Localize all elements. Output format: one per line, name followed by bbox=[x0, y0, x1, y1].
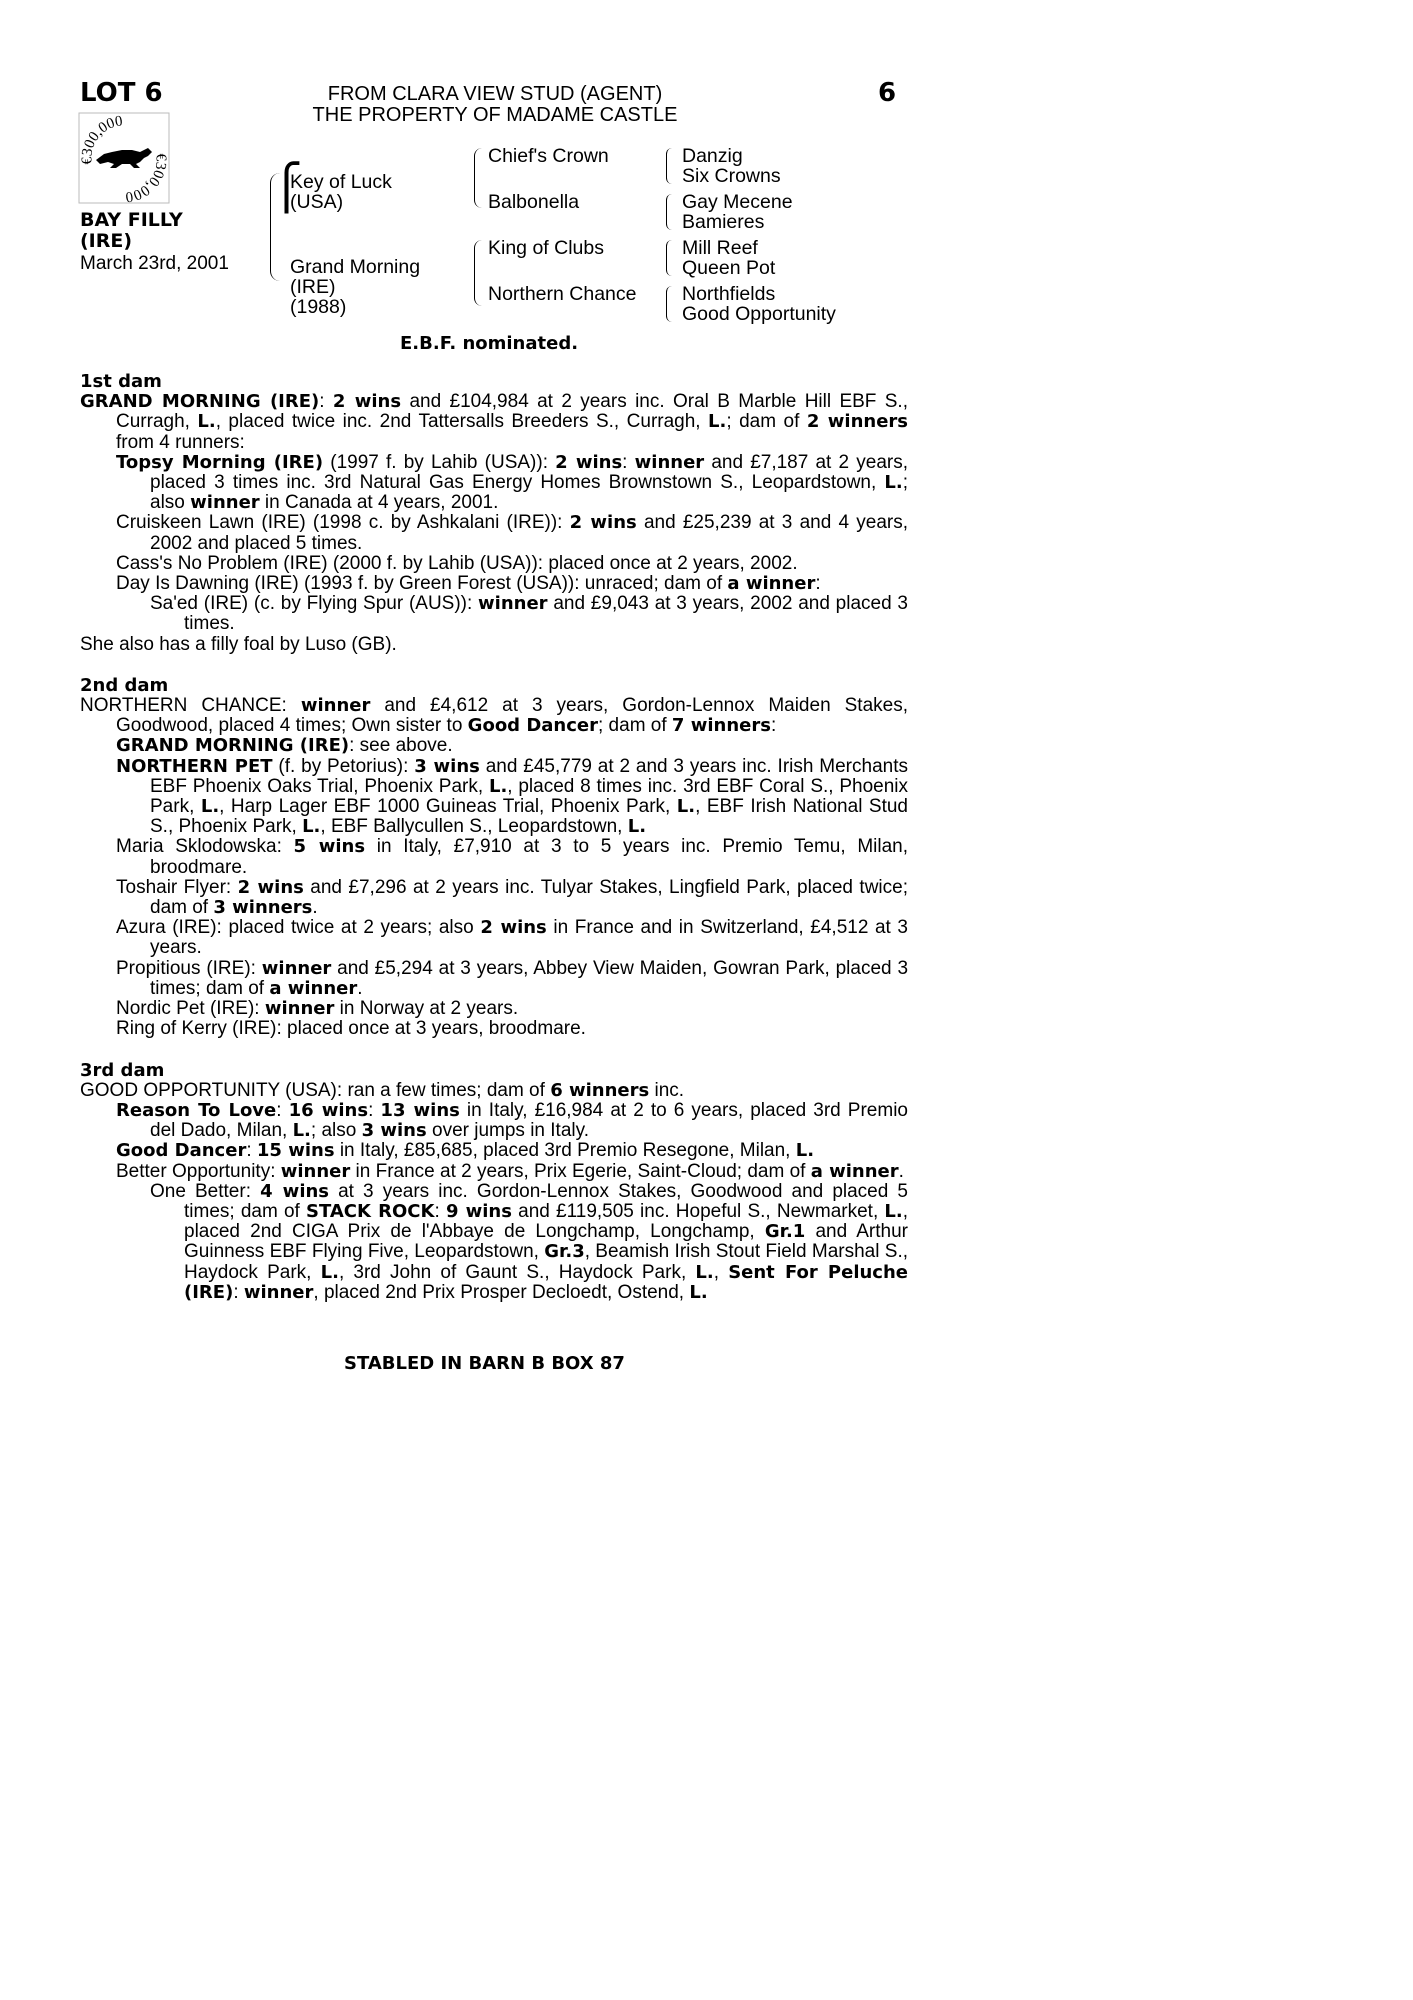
dam-line: Grand Morning bbox=[290, 256, 421, 278]
offspring-entry bbox=[80, 837, 908, 877]
first-dam-offspring bbox=[80, 453, 908, 635]
bold-text: L. bbox=[708, 411, 727, 433]
ebf-note: E.B.F. nominated. bbox=[400, 333, 579, 354]
origin-line: (IRE) bbox=[80, 230, 133, 252]
text-run: . bbox=[898, 1160, 904, 1182]
dam-origin: (IRE) bbox=[290, 276, 336, 298]
badge-top-text: €300,000 bbox=[79, 113, 124, 165]
text-run: : bbox=[276, 1099, 289, 1121]
text-run: . bbox=[357, 977, 363, 999]
bold-text: 7 winners bbox=[671, 715, 771, 737]
bold-text: L. bbox=[488, 775, 508, 797]
text-run: , placed 2nd Prix Prosper Decloedt, Ostend, bbox=[313, 1281, 690, 1303]
offspring-entry bbox=[80, 1101, 908, 1141]
bold-text: Topsy Morning (IRE) bbox=[116, 451, 324, 473]
text-run: , EBF Irish National Stud S., Phoenix Park, bbox=[150, 796, 908, 838]
bold-text: winner bbox=[190, 492, 260, 514]
offspring-entry bbox=[80, 1162, 908, 1182]
first-dam-footnote: She also has a filly foal by Luso (GB). bbox=[80, 633, 397, 655]
text-run: and £7,187 at 2 years, placed 3 times inc. 3rd Natural Gas Energy Homes Brownstown S., Leopardstown, bbox=[150, 451, 908, 494]
badge-bottom-text: €300,000 bbox=[124, 153, 169, 204]
bold-text: winner bbox=[478, 593, 548, 615]
dam-name bbox=[290, 257, 420, 317]
bold-text: 2 wins bbox=[480, 917, 547, 939]
second-dam-entry bbox=[80, 696, 908, 736]
text-run: in Canada at 4 years, 2001. bbox=[259, 492, 499, 514]
bold-text: NORTHERN PET bbox=[116, 755, 273, 777]
offspring-entry bbox=[80, 959, 908, 999]
gg-sire-sire-dam: Six Crowns bbox=[682, 165, 781, 187]
offspring-entry bbox=[80, 574, 908, 594]
bold-text: 2 wins bbox=[237, 876, 304, 898]
offspring-entry bbox=[80, 736, 908, 756]
text-run: Nordic Pet (IRE): bbox=[116, 998, 265, 1020]
text-run: and £7,296 at 2 years inc. Tulyar Stakes, Lingfield Park, placed twice; dam of bbox=[150, 876, 908, 919]
text-run: over jumps in Italy. bbox=[426, 1120, 589, 1142]
offspring-entry bbox=[80, 1141, 908, 1161]
text-run: and £25,239 at 3 and 4 years, 2002 and placed 5 times. bbox=[150, 512, 908, 554]
bold-text: 3 winners bbox=[213, 897, 313, 919]
text-run: NORTHERN CHANCE: bbox=[80, 695, 301, 717]
bold-text: Good Dancer bbox=[116, 1140, 247, 1162]
dam-parents-brace bbox=[474, 240, 483, 306]
text-run: : see above. bbox=[349, 735, 453, 757]
bold-text: Gr.3 bbox=[544, 1241, 585, 1263]
bold-text: winner bbox=[261, 957, 332, 979]
g3-brace-3 bbox=[666, 240, 673, 276]
text-run: and £119,505 inc. Hopeful S., Newmarket, bbox=[511, 1200, 885, 1222]
bold-text: 15 wins bbox=[256, 1140, 335, 1162]
sire-origin: (USA) bbox=[290, 191, 344, 213]
bold-text: 5 wins bbox=[293, 836, 366, 858]
sex-line: BAY FILLY bbox=[80, 209, 183, 231]
price-badge bbox=[78, 112, 170, 204]
text-run: Day Is Dawning (IRE) (1993 f. by Green Forest (USA)): unraced; dam of bbox=[116, 573, 728, 595]
third-dam-offspring bbox=[80, 1101, 908, 1303]
text-run: ; dam of bbox=[726, 411, 807, 433]
bold-text: Sent For Peluche (IRE) bbox=[184, 1261, 908, 1303]
text-run: Ring of Kerry (IRE): placed once at 3 years, broodmare. bbox=[116, 1018, 586, 1040]
text-run: in Italy, £85,685, placed 3rd Premio Resegone, Milan, bbox=[334, 1140, 796, 1162]
text-run: : bbox=[319, 391, 333, 413]
bold-text: 13 wins bbox=[380, 1099, 460, 1121]
text-run: (1997 f. by Lahib (USA)): bbox=[323, 451, 556, 473]
first-dam-heading: 1st dam bbox=[80, 371, 162, 392]
text-run: and Arthur Guinness EBF Flying Five, Leopardstown, bbox=[184, 1221, 909, 1263]
bold-text: 3 wins bbox=[414, 755, 480, 777]
bold-text: Gr.1 bbox=[764, 1221, 806, 1243]
bold-text: winner bbox=[264, 998, 335, 1020]
g3-brace-4 bbox=[666, 286, 673, 322]
lot-sex bbox=[80, 210, 183, 252]
bold-text: 16 wins bbox=[288, 1099, 369, 1121]
sire-parents-brace bbox=[474, 148, 483, 208]
generation1-brace bbox=[270, 173, 281, 281]
text-run: from 4 runners: bbox=[116, 431, 245, 453]
text-run: in Italy, £16,984 at 2 to 6 years, placed 3rd Premio del Dado, Milan, bbox=[150, 1099, 908, 1142]
text-run: at 3 years inc. Gordon-Lennox Stakes, Goodwood and placed 5 times; dam of bbox=[184, 1180, 908, 1222]
bold-text: L. bbox=[795, 1140, 815, 1162]
text-run: : bbox=[622, 451, 635, 473]
gg-dam-dam-dam: Good Opportunity bbox=[682, 303, 836, 325]
text-run: : bbox=[233, 1281, 244, 1303]
sire-line: Key of Luck bbox=[290, 171, 392, 193]
text-run: Toshair Flyer: bbox=[116, 876, 238, 898]
fox-emblem-icon bbox=[78, 112, 170, 204]
text-run: Cass's No Problem (IRE) (2000 f. by Lahib (USA)): placed once at 2 years, 2002. bbox=[116, 552, 798, 574]
bold-text: L. bbox=[200, 796, 220, 818]
bold-text: L. bbox=[689, 1281, 708, 1303]
offspring-entry bbox=[80, 554, 908, 574]
second-dam-offspring bbox=[80, 736, 908, 1039]
g3-brace-2 bbox=[666, 194, 673, 230]
text-run: Propitious (IRE): bbox=[116, 957, 262, 979]
bold-text: a winner bbox=[810, 1160, 899, 1182]
vendor-line: FROM CLARA VIEW STUD (AGENT) bbox=[327, 83, 663, 105]
text-run: . bbox=[312, 897, 318, 919]
bold-text: L. bbox=[197, 411, 216, 433]
date-of-birth: March 23rd, 2001 bbox=[80, 253, 229, 274]
bold-text: 4 wins bbox=[260, 1180, 330, 1202]
bold-text: winner bbox=[634, 451, 705, 473]
bold-text: GRAND MORNING (IRE) bbox=[80, 391, 320, 413]
third-dam-heading: 3rd dam bbox=[80, 1059, 165, 1081]
bold-text: L. bbox=[884, 472, 903, 494]
bold-text: L. bbox=[627, 816, 647, 838]
family-notes bbox=[80, 372, 908, 1303]
sire-sire: Chief's Crown bbox=[488, 145, 609, 167]
text-run: , EBF Ballycullen S., Leopardstown, bbox=[320, 816, 628, 838]
gg-sire-dam-sire: Gay Mecene bbox=[682, 191, 793, 213]
pedigree-brace: ⎧ bbox=[270, 162, 303, 213]
offspring-entry bbox=[80, 513, 908, 553]
first-dam-entry bbox=[80, 392, 908, 453]
bold-text: L. bbox=[884, 1200, 903, 1222]
gg-sire-dam-dam: Bamieres bbox=[682, 211, 765, 233]
bold-text: L. bbox=[695, 1261, 714, 1283]
text-run: ; also bbox=[150, 472, 908, 514]
gg-dam-sire-dam: Queen Pot bbox=[682, 257, 776, 279]
vendor-block bbox=[250, 84, 740, 126]
text-run: Cruiskeen Lawn (IRE) (1998 c. by Ashkalani (IRE)): bbox=[116, 512, 570, 534]
dam-year: (1988) bbox=[290, 296, 347, 318]
bold-text: 9 wins bbox=[445, 1200, 512, 1222]
text-run: Better Opportunity: bbox=[116, 1160, 281, 1182]
text-run: GOOD OPPORTUNITY (USA): ran a few times; dam of bbox=[80, 1079, 551, 1101]
second-dam-heading: 2nd dam bbox=[80, 674, 169, 696]
offspring-entry bbox=[80, 1182, 908, 1303]
gg-dam-dam-sire: Northfields bbox=[682, 283, 776, 305]
bold-text: winner bbox=[243, 1281, 314, 1303]
text-run: inc. bbox=[649, 1079, 685, 1101]
text-run: ; also bbox=[310, 1120, 362, 1142]
dam-sire: King of Clubs bbox=[488, 237, 604, 259]
bold-text: L. bbox=[302, 816, 321, 838]
dam-dam: Northern Chance bbox=[488, 283, 637, 305]
text-run: : bbox=[815, 573, 821, 595]
text-run: and £45,779 at 2 and 3 years inc. Irish Merchants EBF Phoenix Oaks Trial, Phoenix Park, bbox=[150, 755, 908, 797]
text-run: : bbox=[246, 1140, 257, 1162]
text-run: : bbox=[434, 1200, 446, 1222]
bold-text: STACK ROCK bbox=[306, 1200, 435, 1222]
gg-dam-sire-sire: Mill Reef bbox=[682, 237, 758, 259]
g3-brace-1 bbox=[666, 148, 673, 184]
bold-text: 2 winners bbox=[806, 411, 909, 433]
bold-text: 6 winners bbox=[550, 1079, 650, 1101]
bold-text: L. bbox=[676, 796, 696, 818]
text-run: , Beamish Irish Stout Field Marshal S., Haydock Park, bbox=[184, 1241, 909, 1283]
text-run: ; dam of bbox=[598, 715, 672, 737]
bold-text: 3 wins bbox=[361, 1120, 427, 1142]
text-run: and £5,294 at 3 years, Abbey View Maiden, Gowran Park, placed 3 times; dam of bbox=[150, 957, 909, 999]
text-run: and £9,043 at 3 years, 2002 and placed 3 times. bbox=[184, 593, 908, 635]
bold-text: 2 wins bbox=[555, 451, 623, 473]
property-line: THE PROPERTY OF MADAME CASTLE bbox=[312, 104, 678, 126]
text-run: , bbox=[713, 1261, 729, 1283]
lot-label: LOT 6 bbox=[80, 78, 163, 108]
text-run: Sa'ed (IRE) (c. by Flying Spur (AUS)): bbox=[150, 593, 479, 615]
offspring-entry bbox=[80, 1019, 908, 1039]
sire-name bbox=[290, 172, 392, 212]
stabling-note: STABLED IN BARN B BOX 87 bbox=[344, 1353, 625, 1374]
text-run: , placed 2nd CIGA Prix de l'Abbaye de Longchamp, Longchamp, bbox=[184, 1200, 909, 1243]
text-run: in France at 2 years, Prix Egerie, Saint-Cloud; dam of bbox=[350, 1160, 811, 1182]
offspring-entry bbox=[80, 757, 908, 838]
text-run: , Harp Lager EBF 1000 Guineas Trial, Phoenix Park, bbox=[219, 796, 677, 818]
lot-number: 6 bbox=[878, 78, 897, 108]
text-run: in France and in Switzerland, £4,512 at 3 years. bbox=[150, 917, 909, 959]
bold-text: 2 wins bbox=[569, 512, 637, 534]
text-run: and £4,612 at 3 years, Gordon-Lennox Maiden Stakes, Goodwood, placed 4 times; Own sister to bbox=[116, 695, 908, 737]
text-run: One Better: bbox=[150, 1180, 261, 1202]
bold-text: a winner bbox=[269, 977, 358, 999]
bold-text: L. bbox=[292, 1120, 311, 1142]
bold-text: Good Dancer bbox=[467, 715, 598, 737]
text-run: Maria Sklodowska: bbox=[116, 836, 294, 858]
bold-text: winner bbox=[280, 1160, 351, 1182]
offspring-entry bbox=[80, 999, 908, 1019]
text-run: , placed 8 times inc. 3rd EBF Coral S., Phoenix Park, bbox=[150, 775, 909, 818]
gg-sire-sire-sire: Danzig bbox=[682, 145, 743, 167]
text-run: in Norway at 2 years. bbox=[334, 998, 519, 1020]
bold-text: L. bbox=[320, 1261, 339, 1283]
text-run: , placed twice inc. 2nd Tattersalls Breeders S., Curragh, bbox=[215, 411, 709, 433]
offspring-entry bbox=[80, 453, 908, 514]
text-run: in Italy, £7,910 at 3 to 5 years inc. Premio Temu, Milan, broodmare. bbox=[150, 836, 909, 878]
offspring-entry bbox=[80, 594, 908, 634]
sire-dam: Balbonella bbox=[488, 191, 580, 213]
text-run: and £104,984 at 2 years inc. Oral B Marble Hill EBF S., Curragh, bbox=[116, 391, 908, 433]
text-run: : bbox=[770, 715, 777, 737]
text-run: Azura (IRE): placed twice at 2 years; also bbox=[116, 917, 481, 939]
offspring-entry bbox=[80, 878, 908, 918]
third-dam-entry bbox=[80, 1081, 908, 1101]
offspring-entry bbox=[80, 918, 908, 958]
bold-text: 2 wins bbox=[332, 391, 402, 413]
bold-text: a winner bbox=[727, 573, 816, 595]
text-run: : bbox=[368, 1099, 381, 1121]
bold-text: GRAND MORNING (IRE) bbox=[116, 735, 350, 757]
text-run: (f. by Petorius): bbox=[272, 755, 415, 777]
bold-text: winner bbox=[300, 695, 371, 717]
bold-text: Reason To Love bbox=[116, 1099, 277, 1121]
text-run: , 3rd John of Gaunt S., Haydock Park, bbox=[338, 1261, 696, 1283]
